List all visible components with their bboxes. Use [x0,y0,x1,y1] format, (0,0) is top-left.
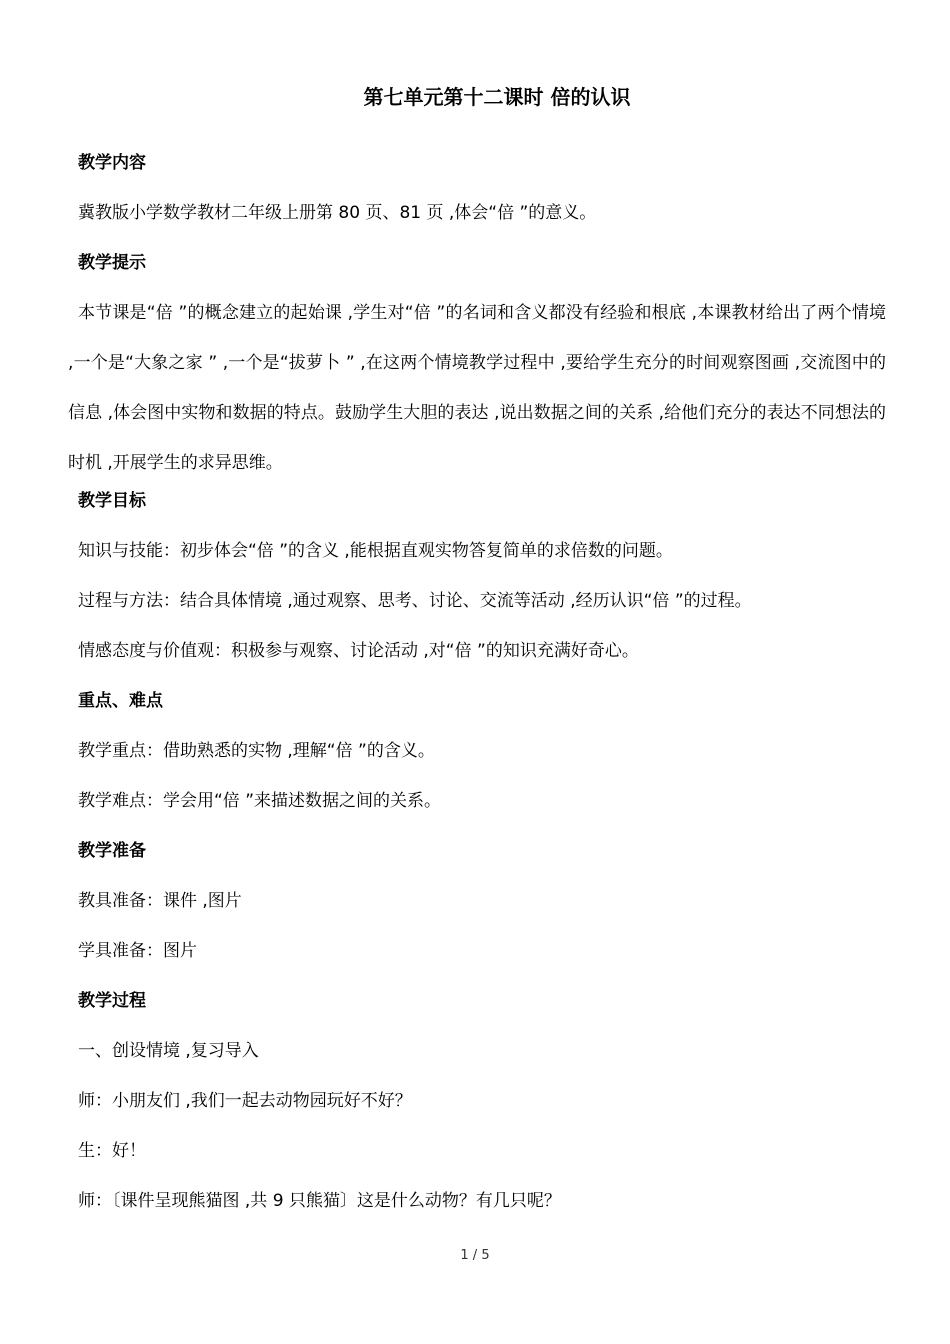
body-text: 师：小朋友们 ,我们一起去动物园玩好不好？ [78,1091,412,1111]
body-text: 冀教版小学数学教材二年级上册第 80 页、81 页 ,体会“倍 ”的意义。 [78,203,597,223]
page-title: 第七单元第十二课时 倍的认识 [363,85,631,109]
section-heading: 教学过程 [78,991,146,1011]
body-paragraph: 本节课是“倍 ”的概念建立的起始课 ,学生对“倍 ”的名词和含义都没有经验和根底 ,本课教材给出了两个情境 ,一个是“大象之家 ” ,一个是“拔萝卜 ” ,在这两个情境教学过程中 ,要给学生充分的时间观察图画 ,交流图中的信息 ,体会图中实物和数据的特点。鼓励学生大胆的表达 ,说出数据之间的关系 ,给他们充分的表达不同想法的时机 ,开展学生的求异思维。 [68,303,886,473]
document-body [68,150,886,1238]
body-text: 教学难点：学会用“倍 ”来描述数据之间的关系。 [78,791,442,811]
body-text: 学具准备：图片 [78,941,197,961]
body-text: 生：好！ [78,1141,146,1161]
body-text: 教学重点：借助熟悉的实物 ,理解“倍 ”的含义。 [78,741,435,761]
section-heading: 教学准备 [78,841,146,861]
section-heading: 教学内容 [78,153,146,173]
body-text: 过程与方法：结合具体情境 ,通过观察、思考、讨论、交流等活动 ,经历认识“倍 ”的过程。 [78,591,752,611]
body-text: 师：〔课件呈现熊猫图 ,共 9 只熊猫〕这是什么动物？有几只呢？ [78,1191,561,1211]
body-text: 情感态度与价值观：积极参与观察、讨论活动 ,对“倍 ”的知识充满好奇心。 [78,641,639,661]
section-heading: 重点、难点 [78,691,163,711]
body-text: 知识与技能：初步体会“倍 ”的含义 ,能根据直观实物答复简单的求倍数的问题。 [78,541,673,561]
page-number: 1 / 5 [460,1248,490,1263]
section-heading: 教学目标 [78,491,146,511]
body-text: 一、创设情境 ,复习导入 [78,1041,259,1061]
body-text: 教具准备：课件 ,图片 [78,891,242,911]
section-heading: 教学提示 [78,253,146,273]
